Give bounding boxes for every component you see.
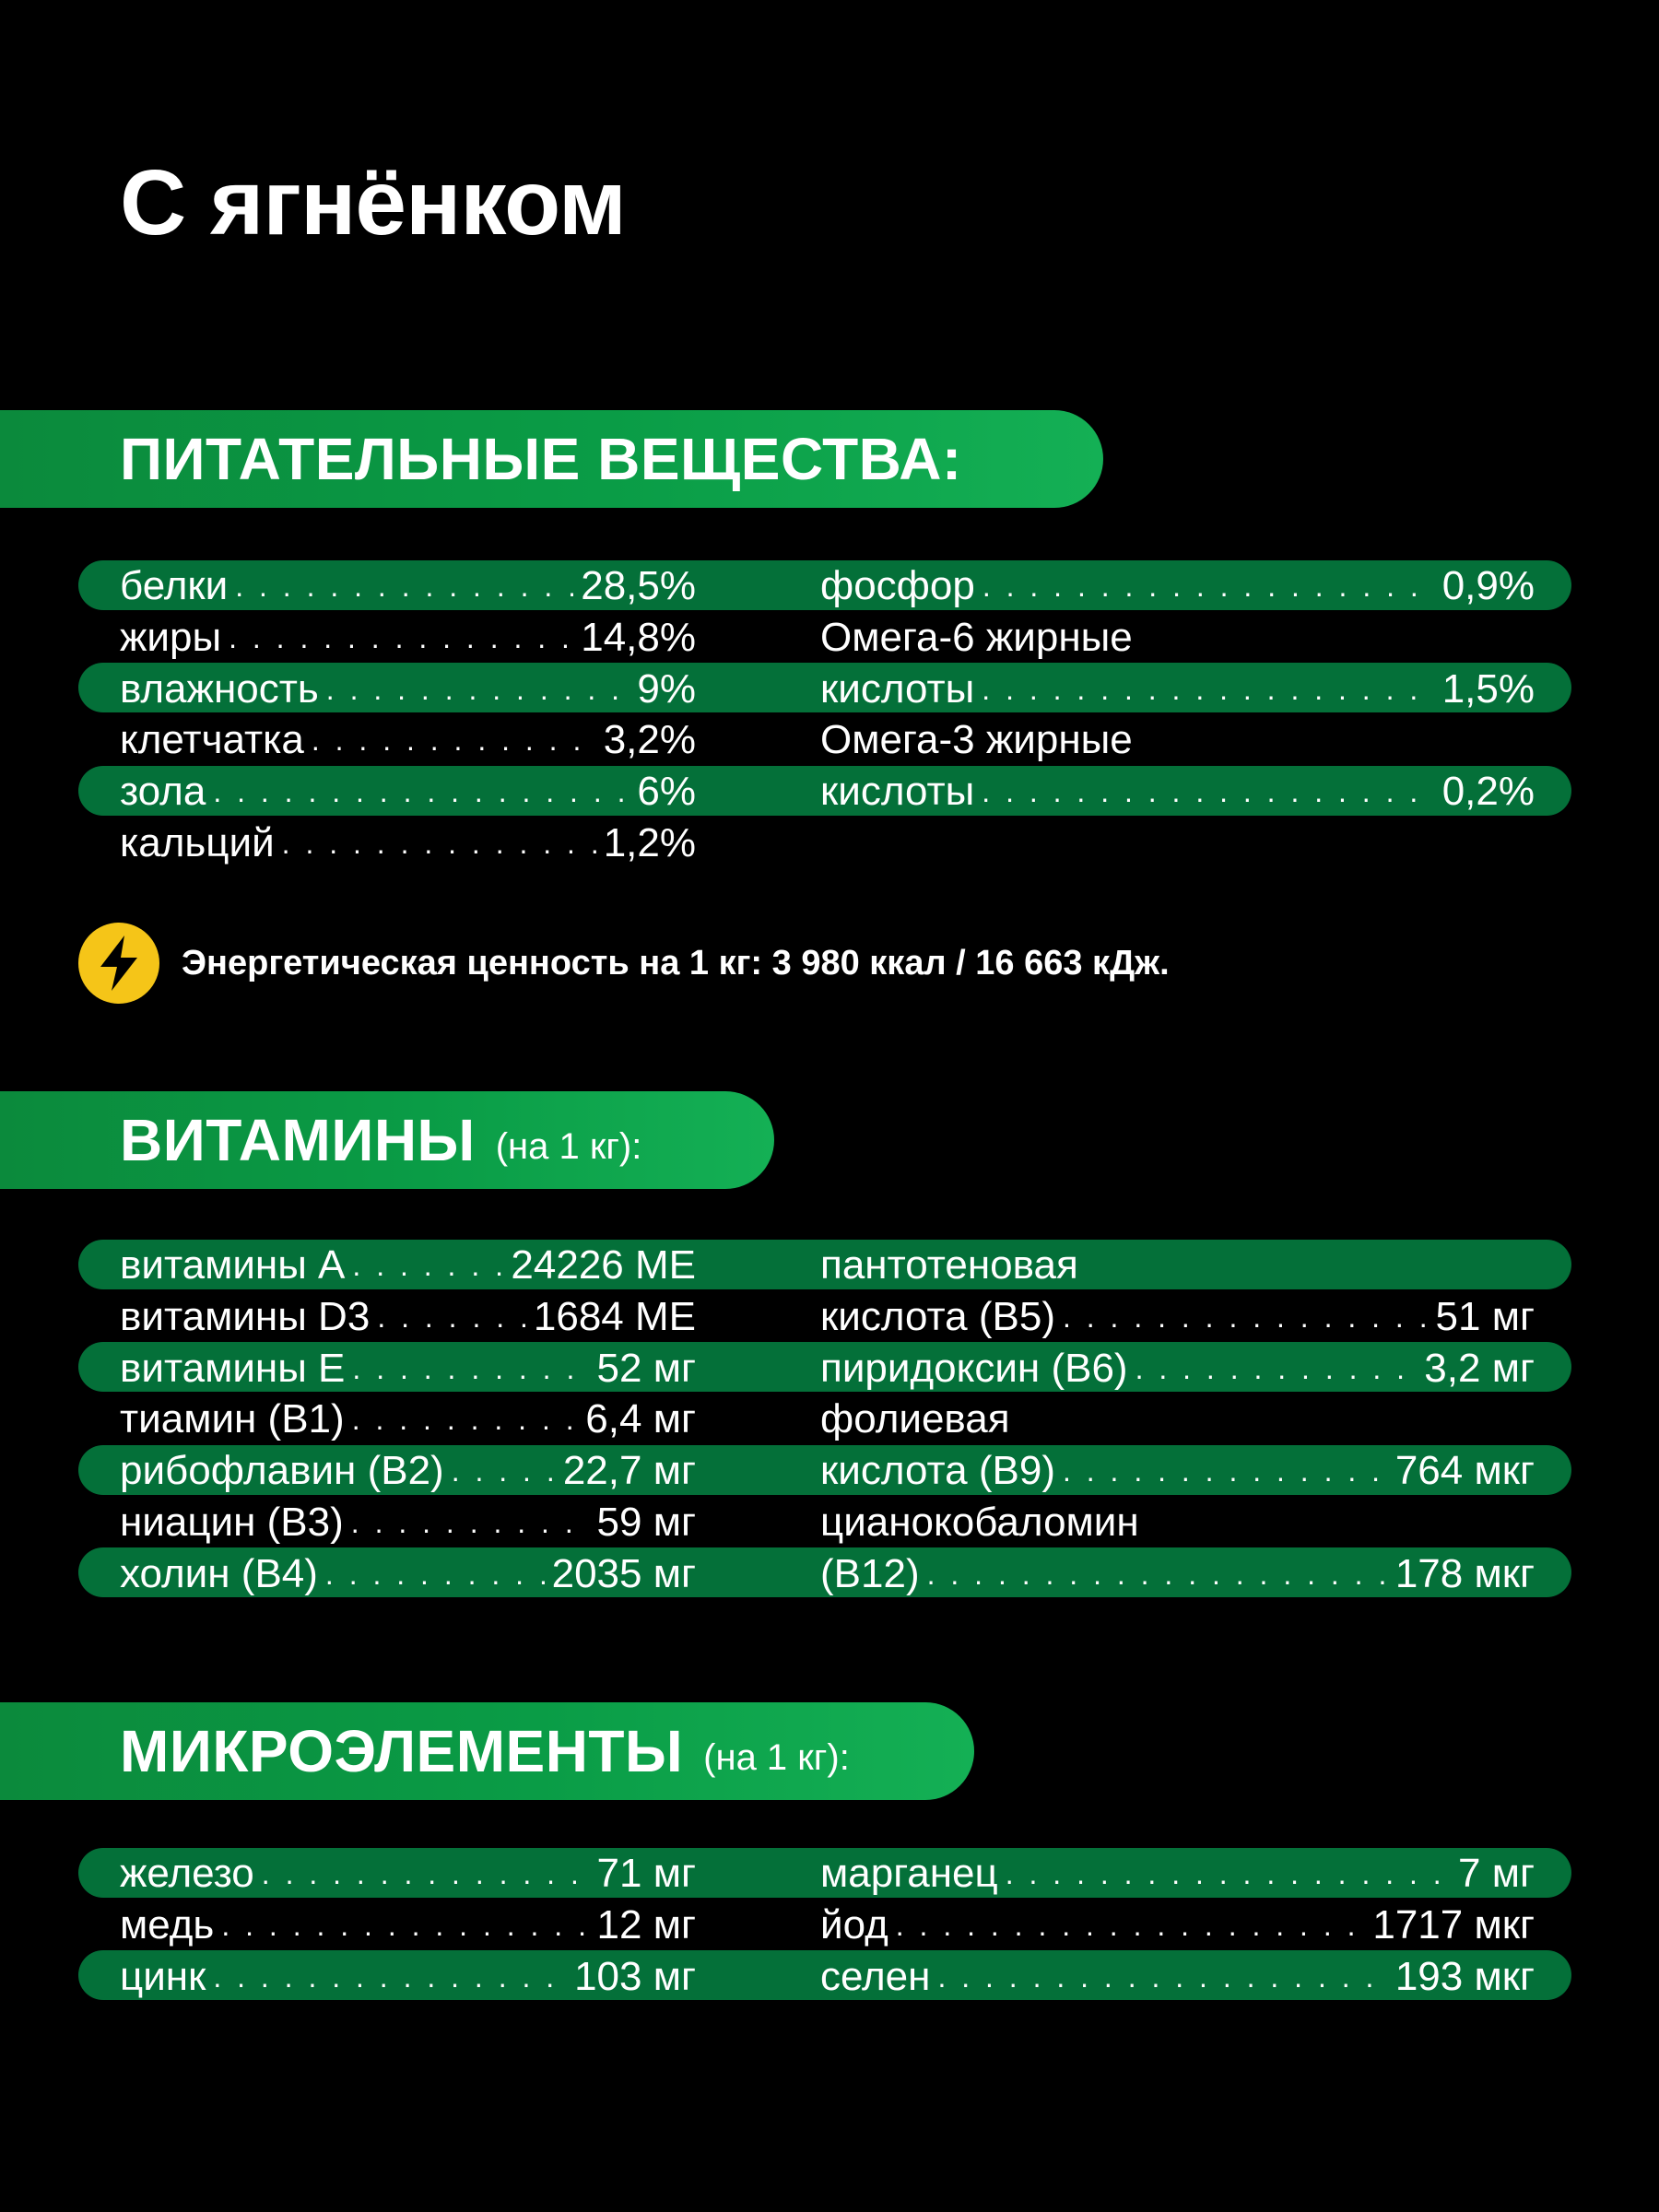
- energy-value: [78, 922, 1170, 1005]
- row-value: 9%: [637, 665, 696, 712]
- dot-leader: [896, 1900, 1366, 1951]
- dot-leader: [1063, 1445, 1388, 1497]
- row-value: 1,2%: [603, 820, 696, 865]
- row-label: кислоты: [820, 665, 975, 712]
- row-value: 14,8%: [581, 614, 696, 660]
- dot-leader: [352, 1240, 503, 1291]
- dot-leader: [1063, 1291, 1429, 1343]
- row-label: кислота (В5): [820, 1293, 1055, 1339]
- nutrients-left-row: [120, 818, 696, 869]
- row-label: холин (В4): [120, 1550, 318, 1596]
- row-label: тиамин (В1): [120, 1396, 345, 1442]
- dot-leader: [982, 766, 1434, 818]
- row-value: 1684 МЕ: [533, 1293, 696, 1339]
- vitamins-banner: [0, 1091, 774, 1189]
- row-label: медь: [120, 1901, 215, 1947]
- vitamins-left-row: [120, 1394, 696, 1445]
- vitamins-right-row: [820, 1548, 1535, 1600]
- vitamins-left-row: [120, 1343, 696, 1394]
- row-value: 103 мг: [574, 1953, 696, 1999]
- dot-leader: [352, 1394, 579, 1445]
- row-label: витамины D3: [120, 1293, 371, 1339]
- nutrients-left-row: [120, 560, 696, 612]
- row-label: Омега-6 жирные: [820, 614, 1133, 660]
- dot-leader: [927, 1548, 1388, 1600]
- dot-leader: [262, 1848, 590, 1900]
- row-label: зола: [120, 769, 206, 815]
- dot-leader: [312, 714, 596, 766]
- nutrients-heading: ПИТАТЕЛЬНЫЕ ВЕЩЕСТВА:: [120, 426, 962, 492]
- vitamins-subheading: (на 1 кг):: [495, 1125, 642, 1167]
- row-label: цианокобаломин: [820, 1500, 1139, 1545]
- minerals-banner: [0, 1702, 974, 1800]
- nutrients-left-row: [120, 714, 696, 766]
- row-label: рибофлавин (В2): [120, 1448, 444, 1494]
- row-value: 71 мг: [596, 1851, 696, 1896]
- row-label: влажность: [120, 665, 319, 712]
- dot-leader: [982, 664, 1434, 715]
- dot-leader: [982, 560, 1435, 612]
- page-title: С ягнёнком: [120, 151, 626, 254]
- row-value: 7 мг: [1458, 1851, 1535, 1896]
- vitamins-right-row: [820, 1343, 1535, 1394]
- row-value: 178 мкг: [1394, 1550, 1535, 1596]
- row-value: 22,7 мг: [562, 1448, 696, 1494]
- row-value: 0,2%: [1441, 769, 1535, 815]
- row-value: 59 мг: [596, 1500, 696, 1545]
- nutrients-right-row: [820, 714, 1535, 766]
- row-label: витамины А: [120, 1242, 346, 1288]
- dot-leader: [352, 1343, 589, 1394]
- minerals-subheading: (на 1 кг):: [703, 1736, 850, 1778]
- row-label: марганец: [820, 1851, 998, 1896]
- row-value: 24226 МЕ: [511, 1242, 696, 1288]
- row-value: 193 мкг: [1394, 1953, 1535, 1999]
- nutrients-banner: [0, 410, 1103, 508]
- vitamins-left-row: [120, 1497, 696, 1548]
- nutrients-left-row: [120, 664, 696, 715]
- row-value: 52 мг: [596, 1345, 696, 1391]
- vitamins-left-row: [120, 1548, 696, 1600]
- vitamins-heading: ВИТАМИНЫ: [120, 1107, 476, 1173]
- row-label: железо: [120, 1851, 254, 1896]
- row-value: 28,5%: [581, 563, 696, 608]
- dot-leader: [229, 612, 573, 664]
- vitamins-right-row: [820, 1445, 1535, 1497]
- dot-leader: [1135, 1343, 1418, 1394]
- dot-leader: [235, 560, 573, 612]
- dot-leader: [351, 1497, 590, 1548]
- dot-leader: [213, 766, 629, 818]
- row-value: 1,5%: [1441, 665, 1535, 712]
- nutrients-right-row: [820, 560, 1535, 612]
- nutrients-right-row: [820, 612, 1535, 664]
- vitamins-left-row: [120, 1240, 696, 1291]
- row-value: 1717 мкг: [1372, 1901, 1535, 1947]
- dot-leader: [221, 1900, 589, 1951]
- row-label: йод: [820, 1901, 888, 1947]
- vitamins-right-row: [820, 1240, 1535, 1291]
- energy-text: Энергетическая ценность на 1 кг: 3 980 ккал / 16 663 кДж.: [182, 943, 1170, 982]
- row-label: кальций: [120, 820, 275, 865]
- row-label: пиридоксин (В6): [820, 1345, 1128, 1391]
- row-label: витамины Е: [120, 1345, 346, 1391]
- row-label: белки: [120, 563, 229, 608]
- row-value: 6%: [637, 769, 696, 815]
- row-label: (В12): [820, 1550, 920, 1596]
- row-value: 2035 мг: [551, 1550, 696, 1596]
- row-label: жиры: [120, 614, 222, 660]
- row-value: 0,9%: [1441, 563, 1535, 608]
- dot-leader: [937, 1951, 1387, 2003]
- dot-leader: [452, 1445, 556, 1497]
- vitamins-left-row: [120, 1291, 696, 1343]
- dot-leader: [1006, 1848, 1451, 1900]
- dot-leader: [377, 1291, 526, 1343]
- row-label: ниацин (В3): [120, 1500, 344, 1545]
- row-value: 12 мг: [596, 1901, 696, 1947]
- row-value: 6,4 мг: [585, 1396, 696, 1442]
- row-value: 3,2%: [603, 717, 696, 763]
- row-label: клетчатка: [120, 717, 304, 763]
- dot-leader: [213, 1951, 567, 2003]
- row-value: 764 мкг: [1394, 1448, 1535, 1494]
- minerals-right-row: [820, 1900, 1535, 1951]
- minerals-left-row: [120, 1900, 696, 1951]
- row-label: фолиевая: [820, 1396, 1010, 1442]
- nutrients-left-row: [120, 612, 696, 664]
- row-label: цинк: [120, 1953, 206, 1999]
- nutrients-right-row: [820, 664, 1535, 715]
- minerals-right-row: [820, 1951, 1535, 2003]
- minerals-left-row: [120, 1951, 696, 2003]
- minerals-heading: МИКРОЭЛЕМЕНТЫ: [120, 1718, 684, 1784]
- minerals-right-row: [820, 1848, 1535, 1900]
- row-label: кислоты: [820, 769, 975, 815]
- nutrients-left-row: [120, 766, 696, 818]
- nutrients-right-row: [820, 766, 1535, 818]
- dot-leader: [282, 818, 596, 869]
- lightning-icon: [78, 923, 159, 1004]
- dot-leader: [326, 664, 630, 715]
- row-value: 3,2 мг: [1424, 1345, 1535, 1391]
- dot-leader: [325, 1548, 545, 1600]
- vitamins-left-row: [120, 1445, 696, 1497]
- row-value: 51 мг: [1435, 1293, 1535, 1339]
- row-label: Омега-3 жирные: [820, 717, 1133, 763]
- row-label: селен: [820, 1953, 931, 1999]
- vitamins-right-row: [820, 1291, 1535, 1343]
- row-label: кислота (В9): [820, 1448, 1055, 1494]
- row-label: фосфор: [820, 563, 975, 608]
- vitamins-right-row: [820, 1497, 1535, 1548]
- vitamins-right-row: [820, 1394, 1535, 1445]
- minerals-left-row: [120, 1848, 696, 1900]
- row-label: пантотеновая: [820, 1242, 1078, 1288]
